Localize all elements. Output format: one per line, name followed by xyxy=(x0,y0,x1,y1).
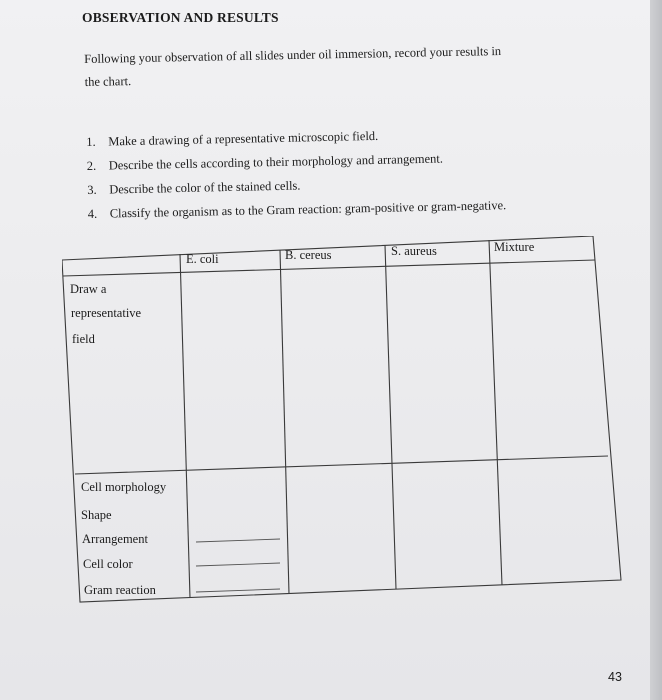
chart-border xyxy=(62,236,621,602)
step-text: Make a drawing of a representative microscopic field. xyxy=(108,128,379,149)
answer-blank-line xyxy=(196,539,280,542)
column-header-s-aureus: S. aureus xyxy=(391,244,437,258)
step-text: Describe the color of the stained cells. xyxy=(109,178,301,197)
page-edge xyxy=(650,0,662,700)
intro-line-1: Following your observation of all slides under oil immersion, record your results in xyxy=(84,43,502,66)
instruction-steps xyxy=(86,120,588,226)
row-label-shape: Shape xyxy=(81,508,112,522)
step-number: 2. xyxy=(86,158,97,173)
row-label-morphology: Cell morphology xyxy=(81,480,167,494)
step-text: Classify the organism as to the Gram reaction: gram-positive or gram-negative. xyxy=(109,198,507,221)
column-divider xyxy=(489,240,502,585)
column-divider xyxy=(280,250,289,594)
column-header-e-coli: E. coli xyxy=(186,252,219,266)
section-heading: OBSERVATION AND RESULTS xyxy=(82,10,279,25)
column-divider xyxy=(385,245,396,589)
row-label-draw: field xyxy=(72,332,95,346)
answer-blank-line xyxy=(196,589,280,592)
row-label-gram-reaction: Gram reaction xyxy=(84,583,156,597)
step-number: 4. xyxy=(87,206,98,221)
intro-line-2: the chart. xyxy=(84,74,132,89)
row-label-cell-color: Cell color xyxy=(83,557,133,571)
row-label-arrangement: Arrangement xyxy=(82,532,148,546)
column-header-mixture: Mixture xyxy=(494,240,535,254)
step-number: 3. xyxy=(87,182,97,197)
answer-blank-line xyxy=(196,563,280,566)
row-label-draw: Draw a xyxy=(70,282,107,296)
row-divider xyxy=(75,456,608,474)
page-number: 43 xyxy=(608,670,622,684)
column-divider xyxy=(180,254,190,598)
instructions-intro xyxy=(84,38,585,94)
results-chart xyxy=(62,236,622,606)
column-header-b-cereus: B. cereus xyxy=(285,248,332,262)
row-label-draw: representative xyxy=(71,306,142,320)
step-number: 1. xyxy=(86,134,96,149)
results-chart-grid xyxy=(62,236,622,606)
step-text: Describe the cells according to their morphology and arrangement. xyxy=(108,151,444,173)
